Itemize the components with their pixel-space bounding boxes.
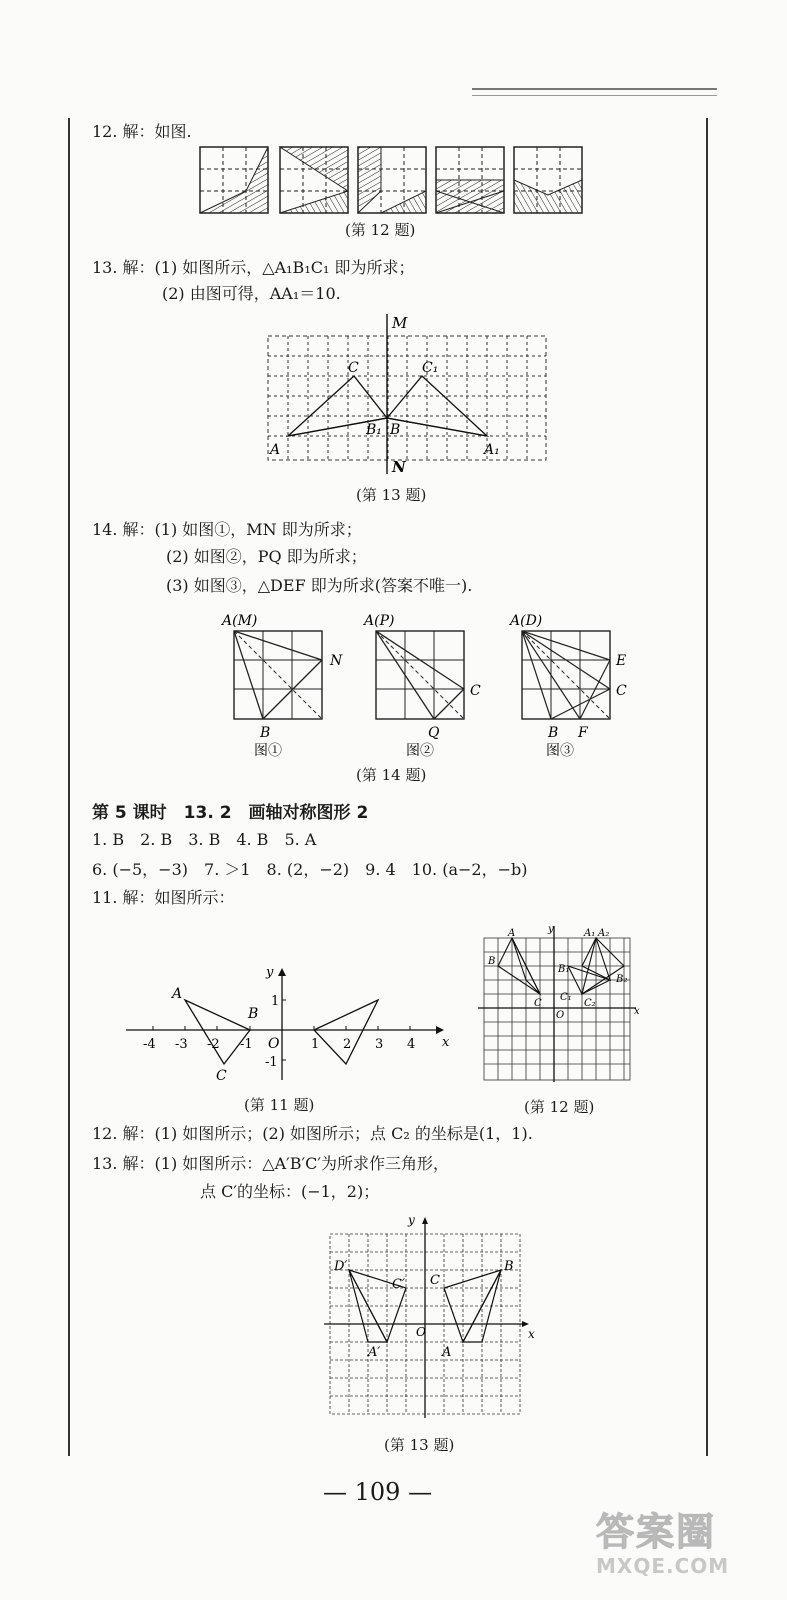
q11-axis-x: x (442, 1035, 450, 1050)
q14-fig3-e: E (616, 653, 627, 669)
q14-line3: (3) 如图③，△DEF 即为所求(答案不唯一). (166, 576, 473, 595)
left-margin-rule (68, 118, 70, 1456)
q12b-label-b: B (488, 956, 496, 967)
q12b-origin: O (556, 1010, 565, 1021)
watermark (596, 1510, 780, 1596)
answers-line1: 1. B 2. B 3. B 4. B 5. A (92, 830, 317, 849)
q13b-label-b: B (504, 1259, 514, 1274)
q14-caption: (第 14 题) (356, 766, 427, 784)
q14-fig3-corner: A(D) (510, 613, 543, 629)
q12b-label-c2: C₂ (584, 998, 596, 1009)
q14-fig3-c: C (616, 683, 627, 699)
header-rule (472, 88, 717, 96)
watermark-text: 答案圈 (596, 1510, 717, 1554)
q12b-axis-y: y (548, 924, 554, 935)
q14-line2: (2) 如图②，PQ 即为所求； (166, 547, 367, 566)
q12a-panel-3 (358, 147, 426, 213)
q13b-axis-y: y (408, 1213, 415, 1227)
q13a-label-b: B (390, 422, 401, 438)
q11-label-c: C (216, 1068, 227, 1084)
q12b-label-a2: A₂ (598, 928, 610, 939)
q14-figure-3 (506, 605, 656, 765)
q14-fig2-q: Q (428, 725, 440, 741)
q11-line: 11. 解：如图所示： (92, 888, 235, 907)
q13b-label-ap: A′ (368, 1345, 381, 1360)
q13a-label-c: C (348, 360, 359, 376)
q11-tick-x2: -3 (175, 1037, 188, 1052)
answers-line2: 6. (−5，−3) 7. ＞1 8. (2，−2) 9. 4 10. (a−2，−b) (92, 860, 528, 879)
q12a-panel-1 (200, 147, 268, 213)
q11-tick-x5: 1 (311, 1037, 320, 1052)
q11-label-a: A (172, 986, 183, 1002)
q11-label-b: B (248, 1006, 259, 1022)
q14-fig2-caption: 图② (406, 743, 434, 759)
q13a-label-m: M (392, 314, 408, 332)
q12c-line: 12. 解：(1) 如图所示；(2) 如图所示；点 C₂ 的坐标是(1，1). (92, 1124, 533, 1143)
q13a-line1: 13. 解：(1) 如图所示，△A₁B₁C₁ 即为所求； (92, 258, 415, 277)
q14-line1: 14. 解：(1) 如图①，MN 即为所求； (92, 520, 362, 539)
q13a-caption: (第 13 题) (356, 486, 427, 504)
q14-fig2-corner: A(P) (364, 613, 395, 629)
q12a-caption: (第 12 题) (345, 221, 416, 239)
q14-figure-1 (210, 605, 360, 765)
q11-figure (124, 960, 450, 1085)
q14-fig3-f: F (578, 725, 588, 741)
q13b-line2: 点 C′的坐标：(−1，2)； (200, 1182, 380, 1201)
q11-tick-x3: -2 (207, 1037, 220, 1052)
q13b-figure (320, 1212, 535, 1422)
q14-fig1-caption: 图① (254, 743, 282, 759)
q12b-label-b1: B₁ (558, 964, 570, 975)
q11-tick-x8: 4 (407, 1037, 416, 1052)
q14-figure-2 (362, 605, 512, 765)
q12b-caption: (第 12 题) (524, 1098, 595, 1116)
right-margin-rule (706, 118, 708, 1456)
watermark-url: MXQE.COM (596, 1554, 730, 1578)
q11-tick-y1: 1 (271, 994, 280, 1009)
q13b-label-cp: C′ (392, 1277, 405, 1292)
q11-tick-x1: -4 (143, 1037, 156, 1052)
q13a-line2: (2) 由图可得，AA₁＝10. (162, 284, 341, 303)
q13b-line1: 13. 解：(1) 如图所示：△A′B′C′为所求作三角形， (92, 1154, 450, 1173)
q12b-figure (476, 920, 644, 1085)
q13b-origin: O (416, 1325, 426, 1339)
q13a-label-c1: C₁ (422, 360, 439, 376)
q14-fig1-n: N (330, 653, 343, 669)
q11-axis-y: y (266, 965, 274, 980)
q13b-label-c: C (430, 1273, 440, 1288)
q14-fig3-b: B (548, 725, 559, 741)
q11-tick-x7: 3 (375, 1037, 384, 1052)
q12a-panel-4 (436, 147, 504, 213)
q13a-figure (262, 312, 552, 476)
q13b-label-a: A (442, 1345, 452, 1360)
q12a-panel-2 (280, 147, 348, 213)
q13a-label-b1: B₁ (366, 422, 382, 438)
q14-fig1-b: B (260, 725, 271, 741)
q13a-label-a: A (270, 442, 281, 458)
q13a-label-a1: A₁ (484, 442, 500, 458)
q13b-caption: (第 13 题) (384, 1436, 455, 1454)
q11-caption: (第 11 题) (244, 1096, 315, 1114)
page-number: — 109 — (323, 1478, 433, 1506)
q13b-axis-x: x (528, 1327, 535, 1341)
q11-tick-x4: -1 (240, 1037, 253, 1052)
q12b-label-c1: C₁ (560, 992, 572, 1003)
q12a-panel-5 (514, 147, 582, 213)
q12b-label-a1: A₁ (584, 928, 596, 939)
q14-fig2-c: C (470, 683, 481, 699)
q13b-label-dp: D′ (334, 1259, 348, 1274)
q14-fig3-caption: 图③ (546, 743, 574, 759)
q12b-label-c: C (534, 998, 542, 1009)
section-title: 第 5 课时 13. 2 画轴对称图形 2 (92, 803, 369, 823)
q12b-label-a: A (508, 928, 516, 939)
q11-tick-x6: 2 (343, 1037, 352, 1052)
q13a-label-n: N (392, 458, 406, 476)
q12b-label-b2: B₂ (616, 974, 628, 985)
q11-origin: O (268, 1036, 280, 1052)
q14-fig1-corner: A(M) (222, 613, 258, 629)
q12a-figure (196, 145, 586, 217)
q12b-axis-x: x (634, 1006, 640, 1017)
q11-tick-y2: -1 (265, 1055, 278, 1070)
q12a-line: 12. 解：如图. (92, 122, 192, 141)
